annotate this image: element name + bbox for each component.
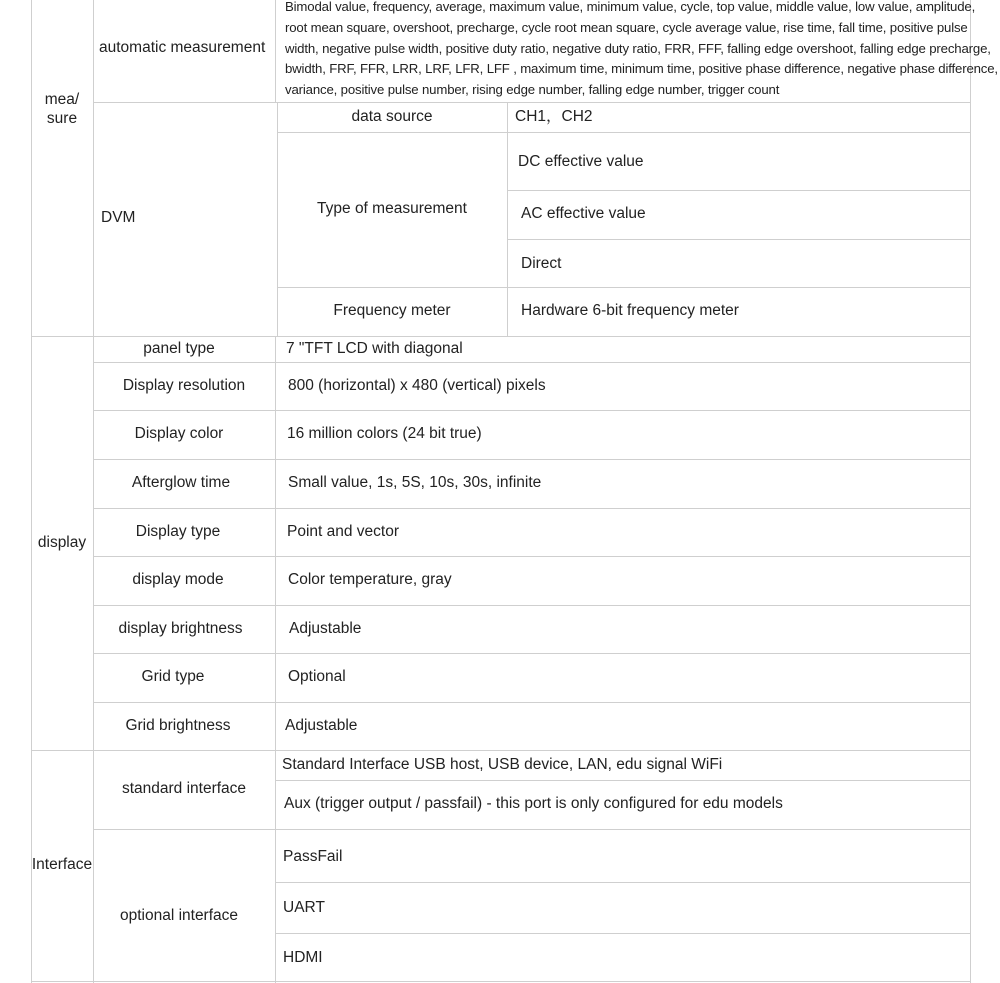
category-measure	[31, 80, 93, 140]
spec-label: Display color	[134, 425, 224, 443]
measurement-type-ac: AC effective value	[521, 205, 646, 223]
spec-label: display brightness	[118, 619, 243, 637]
spec-value: 16 million colors (24 bit true)	[287, 425, 482, 443]
measurement-type-dc: DC effective value	[518, 153, 644, 171]
category-display: display	[37, 533, 87, 551]
optional-interface-passfail: PassFail	[283, 847, 343, 865]
data-source-value: CH1，CH2	[515, 107, 593, 125]
optional-interface-hdmi: HDMI	[283, 948, 323, 966]
automatic-measurement-values	[285, 0, 998, 101]
spec-value: Adjustable	[285, 716, 358, 734]
automatic-measurement-line: width, negative pulse width, positive duty ratio, negative duty ratio, FRR, FFF, falling edge overshoot, falling edge precharge,	[285, 40, 991, 56]
spec-value: 800 (horizontal) x 480 (vertical) pixels	[288, 376, 546, 394]
aux-interface-value: Aux (trigger output / passfail) - this port is only configured for edu models	[284, 795, 783, 813]
spec-label: display mode	[132, 571, 224, 589]
spec-value: Color temperature, gray	[288, 571, 452, 589]
optional-interface-label: optional interface	[119, 906, 239, 924]
table-border-bottom	[31, 981, 970, 982]
column-divider-2b	[275, 336, 276, 983]
spec-value: Point and vector	[287, 522, 400, 540]
column-divider-2a	[275, 0, 276, 102]
category-interface: Interface	[31, 856, 93, 874]
optional-interface-uart: UART	[283, 898, 325, 916]
category-measure-line2: sure	[46, 110, 78, 127]
category-measure-line1: mea/	[44, 91, 80, 109]
automatic-measurement-label: automatic measurement	[99, 38, 266, 56]
spec-value: Optional	[288, 668, 346, 686]
frequency-meter-value: Hardware 6-bit frequency meter	[521, 302, 739, 320]
spec-label: Afterglow time	[131, 474, 231, 492]
dvm-label: DVM	[101, 208, 136, 226]
table-border-right	[970, 0, 971, 983]
spec-label: panel type	[143, 339, 215, 357]
spec-label: Grid brightness	[125, 716, 231, 734]
type-of-measurement-label: Type of measurement	[317, 200, 467, 218]
measurement-type-direct: Direct	[521, 254, 562, 272]
spec-label: Grid type	[141, 668, 205, 686]
frequency-meter-label: Frequency meter	[333, 302, 451, 320]
automatic-measurement-line: root mean square, overshoot, precharge, cycle root mean square, cycle average value, rise time, fall time, positive pulse	[285, 19, 968, 35]
spec-label: Display resolution	[122, 376, 246, 394]
spec-label: Display type	[135, 522, 221, 540]
row-line	[275, 933, 970, 934]
standard-interface-label: standard interface	[121, 780, 247, 798]
automatic-measurement-line: bwidth, FRF, FFR, LRR, LRF, LFR, LFF , maximum time, minimum time, positive phase difference, negative phase difference,	[285, 61, 998, 77]
spec-value: 7 "TFT LCD with diagonal	[286, 339, 463, 357]
automatic-measurement-line: variance, positive pulse number, rising edge number, falling edge number, trigger count	[285, 82, 780, 98]
automatic-measurement-line: Bimodal value, frequency, average, maximum value, minimum value, cycle, top value, middle value, low value, amplitude,	[285, 0, 976, 14]
spec-value: Adjustable	[289, 619, 362, 637]
standard-interface-value: Standard Interface USB host, USB device, LAN, edu signal WiFi	[282, 755, 723, 773]
data-source-label: data source	[351, 107, 433, 125]
dvm-divider-2	[507, 102, 508, 336]
row-line	[507, 239, 970, 240]
row-line	[275, 882, 970, 883]
spec-value: Small value, 1s, 5S, 10s, 30s, infinite	[288, 474, 542, 492]
